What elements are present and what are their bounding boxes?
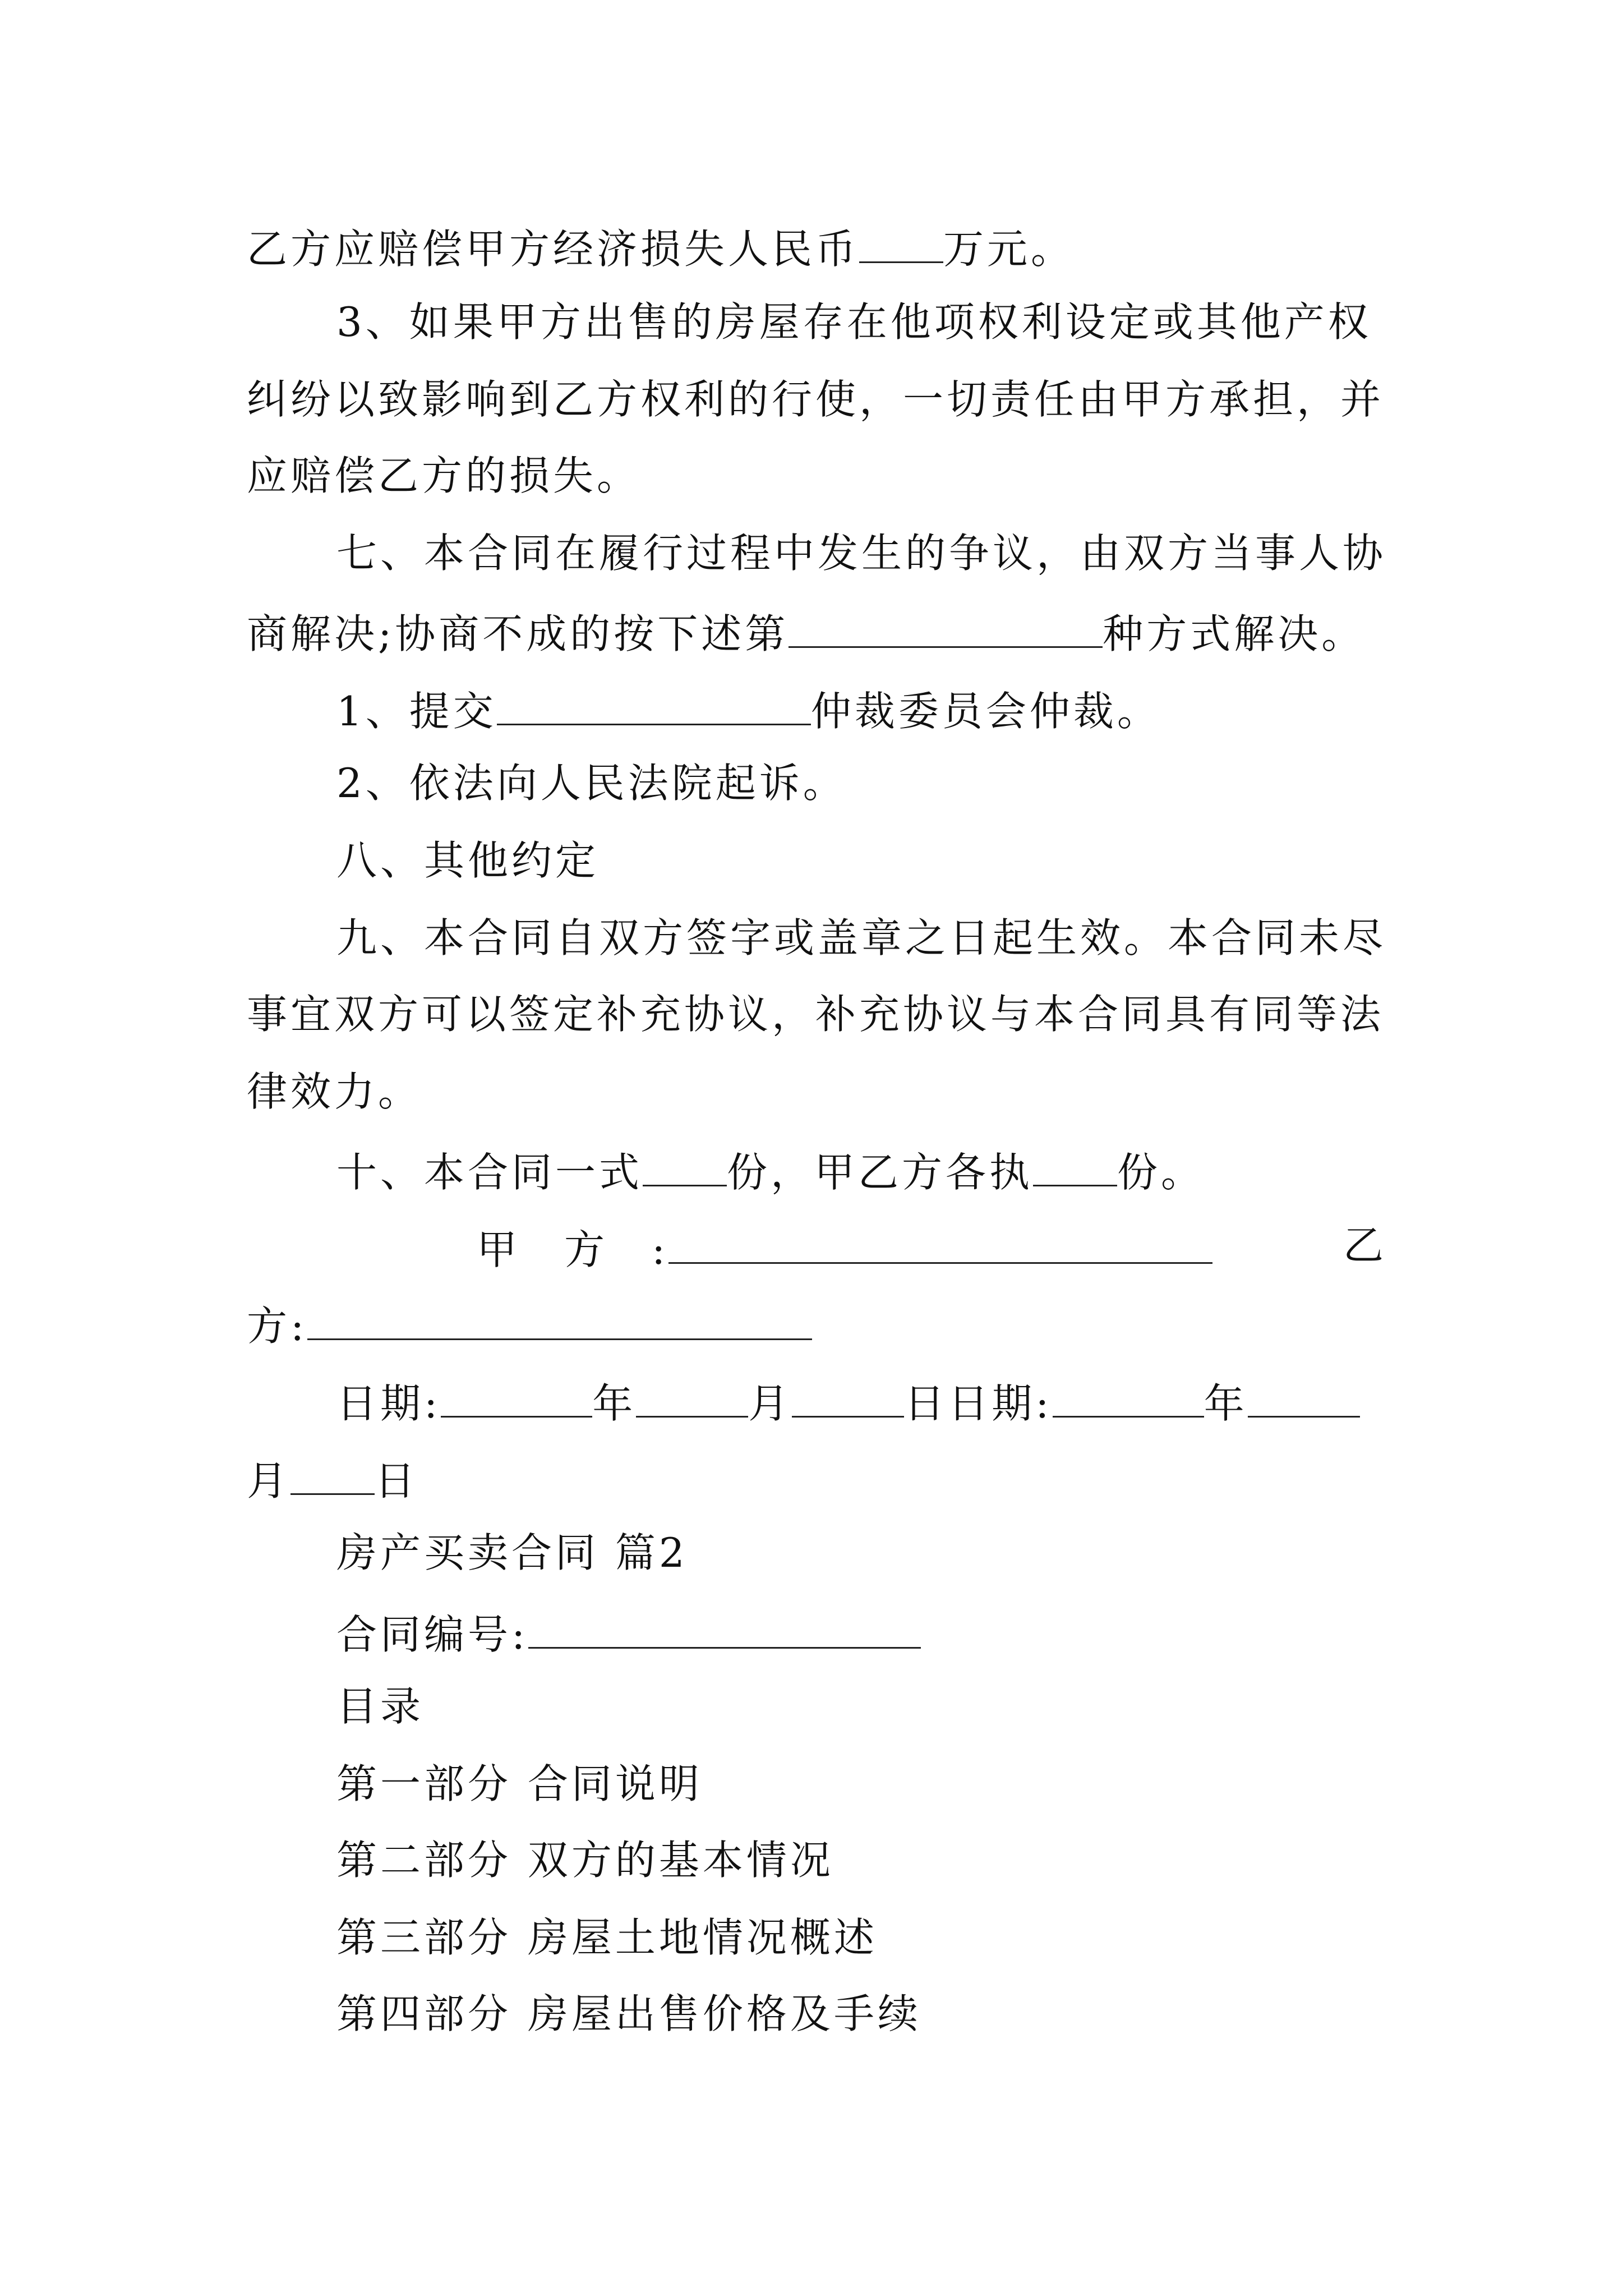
text: 乙方应赔偿甲方经济损失人民币 bbox=[247, 226, 860, 273]
text-line bbox=[247, 224, 1075, 273]
text: 八、其他约定 bbox=[336, 837, 600, 884]
blank-field bbox=[441, 1379, 592, 1418]
date-line bbox=[247, 1456, 419, 1504]
text: 年 bbox=[1204, 1380, 1248, 1427]
date-label: 日期: bbox=[336, 1380, 441, 1427]
text: 份，甲乙方各执 bbox=[727, 1149, 1034, 1196]
blank-field bbox=[1053, 1379, 1204, 1418]
text: 1、提交 bbox=[336, 688, 497, 735]
text: 律效力。 bbox=[247, 1068, 422, 1115]
text: 月 bbox=[748, 1380, 792, 1427]
text: 年 bbox=[592, 1380, 637, 1427]
text-line bbox=[247, 1068, 422, 1115]
text: 七、本合同在履行过程中发生的争议，由双方当事人协 bbox=[336, 530, 1387, 577]
text-line bbox=[247, 609, 1366, 657]
text: 月 bbox=[247, 1457, 291, 1504]
contract-number-blank bbox=[528, 1610, 921, 1649]
blank-field bbox=[636, 1379, 748, 1418]
text-line bbox=[336, 298, 1372, 346]
party-a-signature-line bbox=[477, 1225, 1212, 1273]
blank-field bbox=[859, 224, 943, 263]
text-line bbox=[1343, 1222, 1387, 1269]
blank-field bbox=[792, 1379, 904, 1418]
blank-field bbox=[789, 609, 1103, 648]
toc-item bbox=[336, 1760, 703, 1807]
text-line bbox=[247, 452, 641, 499]
toc-item bbox=[336, 1990, 921, 2037]
text: 十、本合同一式 bbox=[336, 1149, 643, 1196]
party-b-label: 乙 bbox=[1343, 1222, 1387, 1269]
text-line bbox=[336, 837, 600, 884]
text-line bbox=[336, 687, 1161, 735]
text: 万元。 bbox=[943, 226, 1075, 273]
text: 商解决;协商不成的按下述第 bbox=[247, 610, 789, 657]
text: 纠纷以致影响到乙方权利的行使，一切责任由甲方承担，并 bbox=[247, 376, 1385, 423]
text-line bbox=[247, 991, 1385, 1038]
text: 种方式解决。 bbox=[1103, 610, 1366, 657]
text: 第三部分 房屋土地情况概述 bbox=[336, 1914, 878, 1961]
text: 2、依法向人民法院起诉。 bbox=[336, 760, 847, 807]
date-line bbox=[336, 1379, 1360, 1427]
text-line bbox=[336, 914, 1387, 961]
blank-field bbox=[643, 1148, 727, 1186]
blank-field bbox=[1033, 1148, 1117, 1186]
toc-item bbox=[336, 1914, 878, 1961]
party-b-signature-line bbox=[247, 1301, 812, 1350]
text-line bbox=[336, 1148, 1205, 1196]
text: 第四部分 房屋出售价格及手续 bbox=[336, 1990, 921, 2037]
toc-heading bbox=[336, 1683, 425, 1730]
text-line bbox=[336, 760, 847, 807]
text: 3、如果甲方出售的房屋存在他项权利设定或其他产权 bbox=[336, 298, 1372, 346]
text: 九、本合同自双方签字或盖章之日起生效。本合同未尽 bbox=[336, 914, 1387, 961]
blank-field bbox=[291, 1456, 375, 1495]
text: 目录 bbox=[336, 1683, 425, 1730]
text: 第一部分 合同说明 bbox=[336, 1760, 703, 1807]
text: 日日期: bbox=[904, 1380, 1053, 1427]
blank-field bbox=[1248, 1379, 1360, 1418]
text: 事宜双方可以签定补充协议，补充协议与本合同具有同等法 bbox=[247, 991, 1385, 1038]
toc-item bbox=[336, 1837, 834, 1884]
blank-field bbox=[497, 687, 811, 725]
text: 房产买卖合同 篇2 bbox=[336, 1529, 688, 1576]
text: 份。 bbox=[1117, 1149, 1205, 1196]
text: 方: bbox=[247, 1303, 308, 1350]
text-line bbox=[247, 376, 1385, 423]
text: 仲裁委员会仲裁。 bbox=[810, 688, 1161, 735]
signature-blank bbox=[307, 1301, 812, 1340]
text-line bbox=[336, 530, 1387, 577]
contract-number-line bbox=[336, 1610, 921, 1658]
text: 日 bbox=[375, 1457, 419, 1504]
contract-number-label: 合同编号: bbox=[336, 1611, 529, 1658]
text: 第二部分 双方的基本情况 bbox=[336, 1837, 834, 1884]
text: 应赔偿乙方的损失。 bbox=[247, 452, 641, 499]
signature-blank bbox=[668, 1225, 1212, 1264]
party-a-label: 甲 方 : bbox=[477, 1226, 669, 1273]
section-title bbox=[336, 1529, 688, 1576]
